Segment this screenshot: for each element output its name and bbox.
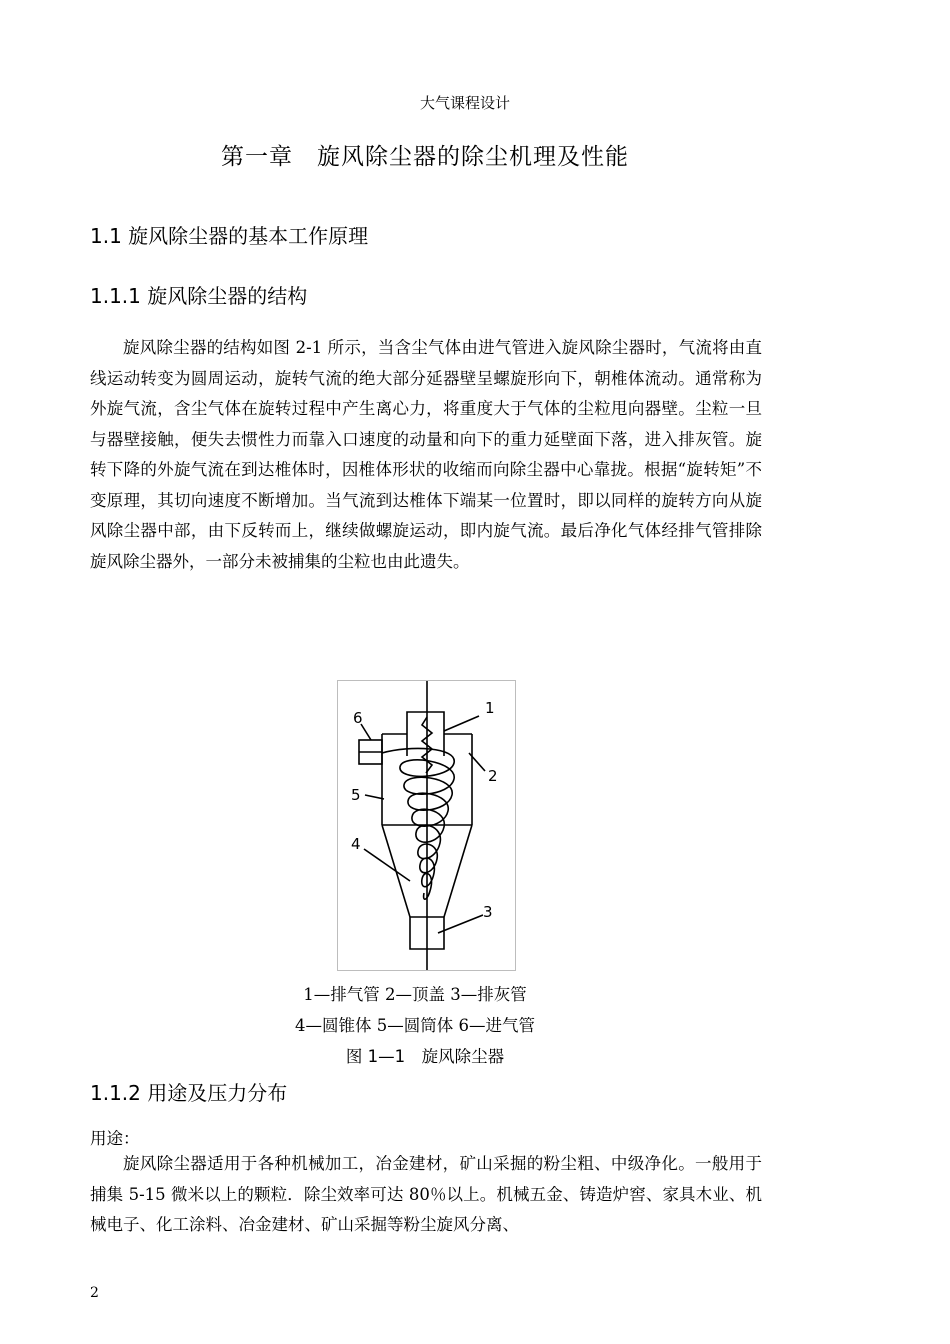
figure-label-5: 5 <box>351 786 361 804</box>
figure-label-1: 1 <box>485 699 495 717</box>
section-heading-1-1-2: 1.1.2 用途及压力分布 <box>90 1081 288 1105</box>
page-number: 2 <box>90 1285 99 1301</box>
figure-caption-line-1: 1—排气管 2—顶盖 3—排灰管 <box>303 985 527 1004</box>
cyclone-diagram <box>338 681 515 970</box>
figure-label-6: 6 <box>353 709 363 727</box>
figure-label-3: 3 <box>483 903 493 921</box>
figure-label-2: 2 <box>488 767 498 785</box>
usage-paragraph: 旋风除尘器适用于各种机械加工，冶金建材，矿山采掘的粉尘粗、中级净化。一般用于捕集 5-15 微米以上的颗粒．除尘效率可达 80％以上。机械五金、铸造炉窖、家具木业、机械电子、化工涂料、冶金建材、矿山采掘等粉尘旋风分离、 <box>90 1154 762 1234</box>
cyclone-figure <box>337 680 516 971</box>
figure-title: 图 1—1 旋风除尘器 <box>345 1047 505 1066</box>
usage-label: 用途： <box>90 1129 140 1148</box>
figure-label-4: 4 <box>351 835 361 853</box>
section-heading-1-1: 1.1 旋风除尘器的基本工作原理 <box>90 224 369 248</box>
running-head: 大气课程设计 <box>419 94 510 112</box>
figure-caption-line-2: 4—圆锥体 5—圆筒体 6—进气管 <box>295 1016 535 1035</box>
structure-paragraph: 旋风除尘器的结构如图 2-1 所示，当含尘气体由进气管进入旋风除尘器时，气流将由直线运动转变为圆周运动，旋转气流的绝大部分延器壁呈螺旋形向下，朝椎体流动。通常称为外旋气流，含尘气体在旋转过程中产生离心力，将重度大于气体的尘粒甩向器壁。尘粒一旦与器壁接触，便失去惯性力而靠入口速度的动量和向下的重力延壁面下落，进入排灰管。旋转下降的外旋气流在到达椎体时，因椎体形状的收缩而向除尘器中心靠拢。根据“旋转矩”不变原理，其切向速度不断增加。当气流到达椎体下端某一位置时，即以同样的旋转方向从旋风除尘器中部，由下反转而上，继续做螺旋运动，即内旋气流。最后净化气体经排气管排除旋风除尘器外，一部分未被捕集的尘粒也由此遗失。 <box>90 338 762 571</box>
section-heading-1-1-1: 1.1.1 旋风除尘器的结构 <box>90 284 308 308</box>
chapter-title: 第一章 旋风除尘器的除尘机理及性能 <box>221 144 629 170</box>
